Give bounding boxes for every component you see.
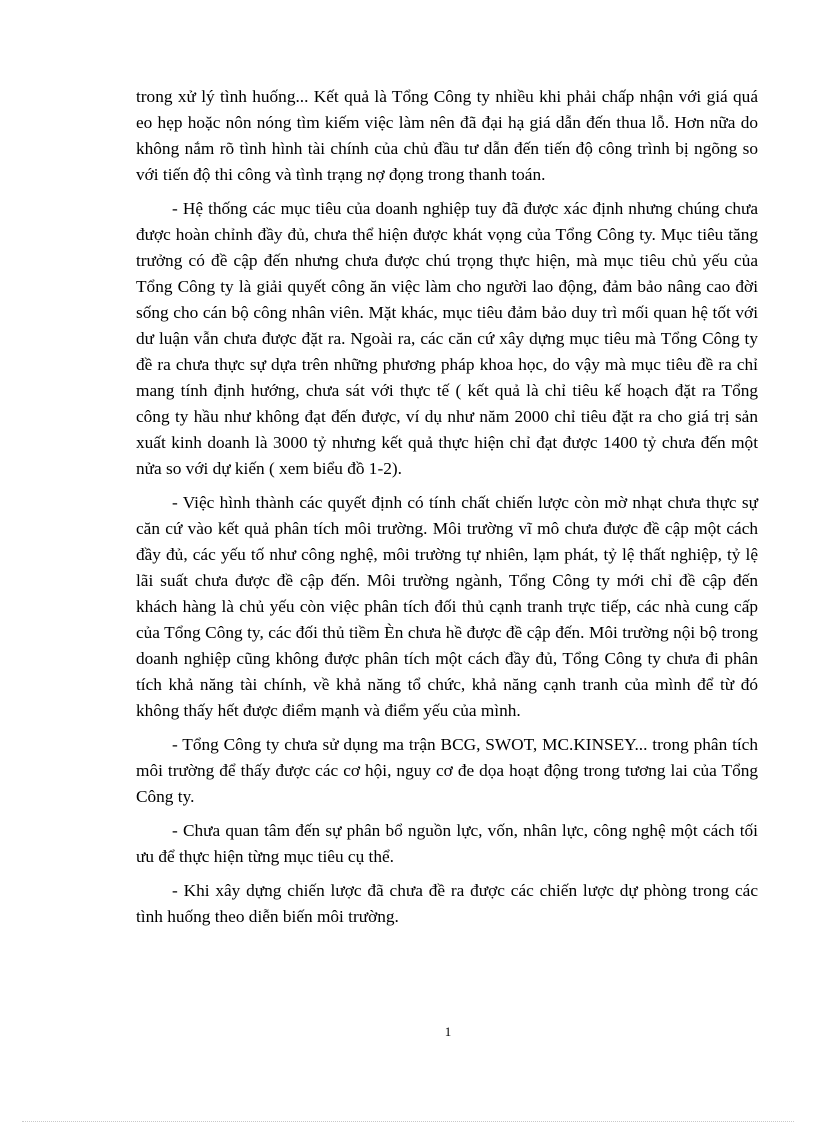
- document-body: [136, 84, 758, 938]
- paragraph-matrix-analysis: - Tổng Công ty chưa sử dụng ma trận BCG, SWOT, MC.KINSEY... trong phân tích môi trường để thấy được các cơ hội, nguy cơ đe dọa hoạt động trong tương lai của Tổng Công ty.: [136, 735, 758, 806]
- paragraph-continuation: trong xử lý tình huống... Kết quả là Tổng Công ty nhiều khi phải chấp nhận với giá quá eo hẹp hoặc nôn nóng tìm kiếm việc làm nên đã đại hạ giá dẫn đến thua lỗ. Hơn nữa do không nắm rõ tình hình tài chính của chủ đầu tư dẫn đến tiến độ công trình bị ngõng so với tiến độ thi công và tình trạng nợ đọng trong thanh toán.: [136, 87, 758, 184]
- page-number: 1: [444, 1024, 452, 1039]
- page-bottom-divider: [22, 1121, 794, 1122]
- paragraph-resource-allocation: - Chưa quan tâm đến sự phân bổ nguồn lực, vốn, nhân lực, công nghệ một cách tối ưu để thực hiện từng mục tiêu cụ thể.: [136, 821, 758, 866]
- paragraph-objectives: - Hệ thống các mục tiêu của doanh nghiệp tuy đã được xác định nhưng chúng chưa được hoàn chỉnh đầy đủ, chưa thể hiện được khát vọng của Tổng Công ty. Mục tiêu tăng trưởng có đề cập đến nhưng chưa được chú trọng thực hiện, mà mục tiêu chủ yếu của Tổng Công ty là giải quyết công ăn việc làm cho người lao động, đảm bảo nâng cao đời sống cho cán bộ công nhân viên. Mặt khác, mục tiêu đảm bảo duy trì mối quan hệ tốt với dư luận vẫn chưa được đặt ra. Ngoài ra, các căn cứ xây dựng mục tiêu mà Tổng Công ty đề ra chưa thực sự dựa trên những phương pháp khoa học, do vậy mà mục tiêu đề ra chỉ mang tính định hướng, chưa sát với thực tế ( kết quả là chỉ tiêu kế hoạch đặt ra Tổng công ty hầu như không đạt đến được, ví dụ như năm 2000 chỉ tiêu đặt ra cho giá trị sản xuất kinh doanh là 3000 tỷ nhưng kết quả thực hiện chỉ đạt được 1400 tỷ chưa đến một nửa so với dự kiến ( xem biểu đồ 1-2).: [136, 199, 758, 478]
- paragraph-strategic-decisions: - Việc hình thành các quyết định có tính chất chiến lược còn mờ nhạt chưa thực sự căn cứ vào kết quả phân tích môi trường. Môi trường vĩ mô chưa được đề cập một cách đầy đủ, các yếu tố như công nghệ, môi trường tự nhiên, lạm phát, tỷ lệ thất nghiệp, tỷ lệ lãi suất chưa được đề cập đến. Môi trường ngành, Tổng Công ty mới chỉ đề cập đến khách hàng là chủ yếu còn việc phân tích đối thủ cạnh tranh trực tiếp, các nhà cung cấp của Tổng Công ty, các đối thủ tiềm Èn chưa hề được đề cập đến. Môi trường nội bộ trong doanh nghiệp cũng không được phân tích một cách đầy đủ, Tổng Công ty chưa đi phân tích khả năng tài chính, về khả năng tổ chức, khả năng cạnh tranh của mình để từ đó không thấy hết được điểm mạnh và điểm yếu của mình.: [136, 493, 758, 720]
- paragraph-contingency: - Khi xây dựng chiến lược đã chưa đề ra được các chiến lược dự phòng trong các tình huống theo diễn biến môi trường.: [136, 881, 758, 926]
